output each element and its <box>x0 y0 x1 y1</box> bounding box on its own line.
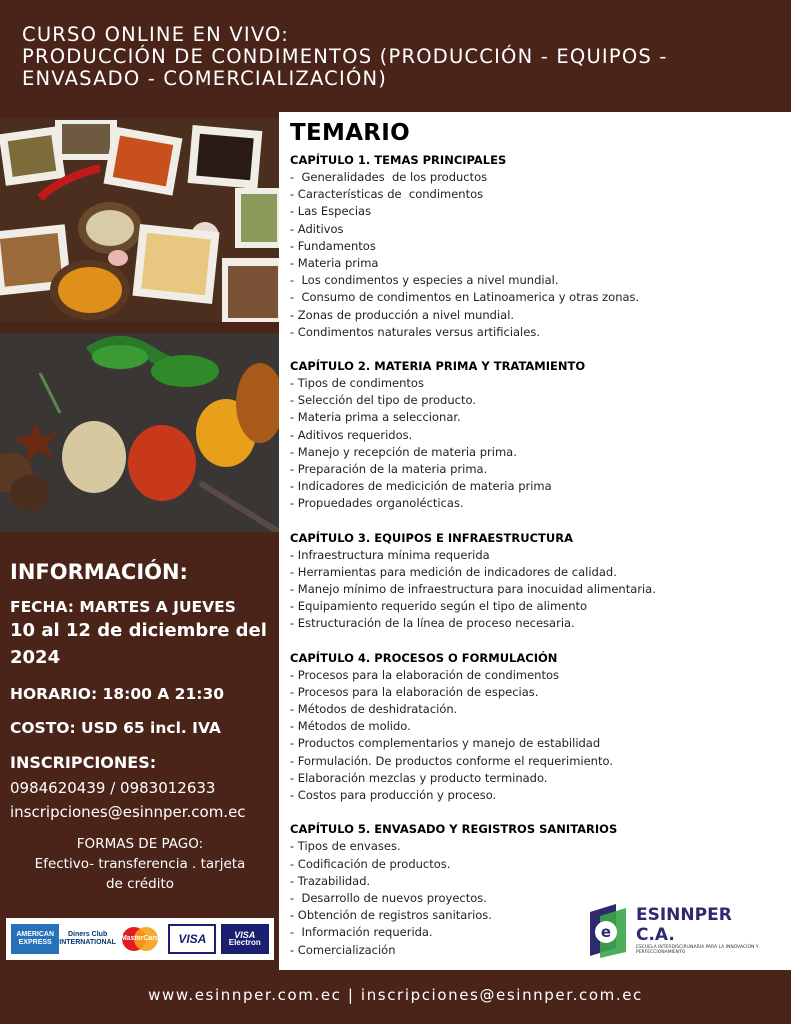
chapter-1 <box>290 152 791 341</box>
info-panel <box>0 540 279 970</box>
chapter-title: CAPÍTULO 2. MATERIA PRIMA Y TRATAMIENTO <box>290 359 586 374</box>
chapter-item: - Materia prima <box>290 256 379 271</box>
diners-card-icon: Diners Club INTERNATIONAL <box>64 924 112 954</box>
payment-methods <box>10 834 270 894</box>
e-letter-logo-icon <box>586 902 630 958</box>
inscripciones-title: INSCRIPCIONES: <box>10 753 157 772</box>
chapter-title: CAPÍTULO 4. PROCESOS O FORMULACIÓN <box>290 650 558 665</box>
chapter-item: - Productos complementarios y manejo de estabilidad <box>290 736 601 751</box>
chapter-item: - Propuedades organolécticas. <box>290 496 464 511</box>
fecha-line-1: 10 al 12 de diciembre del <box>10 620 267 641</box>
horario: HORARIO: 18:00 A 21:30 <box>10 685 225 703</box>
phone-numbers: 0984620439 / 0983012633 <box>10 779 216 797</box>
chapter-item: - Trazabilidad. <box>290 873 371 888</box>
header-line-3: ENVASADO - COMERCIALIZACIÓN) <box>22 67 388 90</box>
email-link[interactable]: inscripciones@esinnper.com.ec <box>10 803 246 821</box>
chapter-item: - Codificación de productos. <box>290 856 451 871</box>
chapter-item: - Los condimentos y especies a nivel mundial. <box>290 273 559 288</box>
chapter-item: - Comercialización <box>290 942 396 957</box>
footer-contact[interactable]: www.esinnper.com.ec | inscripciones@esinnper.com.ec <box>148 986 643 1004</box>
chapter-item: - Procesos para la elaboración de condimentos <box>290 667 559 682</box>
fecha-value <box>10 617 279 671</box>
chapter-item: - Tipos de envases. <box>290 839 401 854</box>
costo: COSTO: USD 65 incl. IVA <box>10 719 221 737</box>
chapter-item: - Selección del tipo de producto. <box>290 393 476 408</box>
payment-cards <box>6 918 274 960</box>
pago-line-2: de crédito <box>105 876 175 892</box>
chapter-item: - Obtención de registros sanitarios. <box>290 908 492 923</box>
chapter-2 <box>290 358 791 513</box>
temario-panel <box>279 112 791 970</box>
logo-subtitle: ESCUELA INTERDISCIPLINARIA PARA LA INNOVACIÓN Y PERFECCIONAMIENTO <box>636 944 759 955</box>
chapter-title: CAPÍTULO 1. TEMAS PRINCIPALES <box>290 153 507 167</box>
chapter-item: - Manejo y recepción de materia prima. <box>290 444 517 459</box>
chapter-item: - Información requerida. <box>290 925 433 940</box>
logo-brand: ESINNPER C.A. <box>636 904 732 945</box>
chapter-item: - Costos para producción y proceso. <box>290 788 497 803</box>
chapter-item: - Estructuración de la línea de proceso necesaria. <box>290 616 575 631</box>
chapter-item: - Desarrollo de nuevos proyectos. <box>290 890 487 905</box>
chapter-item: - Indicadores de medicición de materia prima <box>290 479 552 494</box>
chapter-item: - Preparación de la materia prima. <box>290 462 488 477</box>
course-header <box>0 0 791 112</box>
chapters-list <box>290 152 791 959</box>
chapter-item: - Tipos de condimentos <box>290 376 424 391</box>
chapter-item: - Equipamiento requerido según el tipo de alimento <box>290 599 588 614</box>
spices-bowls-photo <box>0 118 279 322</box>
header-line-1: CURSO ONLINE EN VIVO: <box>22 23 289 46</box>
chapter-item: - Herramientas para medición de indicadores de calidad. <box>290 564 617 579</box>
header-line-2: PRODUCCIÓN DE CONDIMENTOS (PRODUCCIÓN - EQUIPOS - <box>22 45 668 68</box>
chapter-4 <box>290 650 791 805</box>
chapter-item: - Elaboración mezclas y producto terminado. <box>290 770 548 785</box>
pago-title: FORMAS DE PAGO: <box>76 836 204 852</box>
chapter-item: - Aditivos requeridos. <box>290 427 413 442</box>
chapter-item: - Condimentos naturales versus artificiales. <box>290 324 540 339</box>
chapter-item: - Zonas de producción a nivel mundial. <box>290 307 515 322</box>
chapter-item: - Consumo de condimentos en Latinoamerica y otras zonas. <box>290 290 640 305</box>
chapter-title: CAPÍTULO 5. ENVASADO Y REGISTROS SANITARIOS <box>290 822 618 837</box>
amex-card-icon: AMERICAN EXPRESS <box>11 924 59 954</box>
chapter-item: - Procesos para la elaboración de especias. <box>290 684 539 699</box>
mastercard-icon <box>116 924 164 954</box>
chapter-item: - Métodos de deshidratación. <box>290 702 458 717</box>
temario-title: TEMARIO <box>290 120 411 146</box>
chapter-item: - Las Especias <box>290 204 372 219</box>
mastercard-label: MasterCard <box>120 935 160 942</box>
chapter-item: - Formulación. De productos conforme el requerimiento. <box>290 753 613 768</box>
fecha-line-2: 2024 <box>10 647 61 668</box>
chapter-item: - Fundamentos <box>290 238 376 253</box>
chapter-item: - Materia prima a seleccionar. <box>290 410 461 425</box>
visa-electron-card-icon <box>221 924 269 954</box>
visa-electron-top: VISA <box>234 930 256 940</box>
spices-spoons-photo <box>0 333 279 532</box>
info-title: INFORMACIÓN: <box>10 560 188 584</box>
chapter-item: - Manejo mínimo de infraestructura para inocuidad alimentaria. <box>290 582 656 597</box>
chapter-item: - Aditivos <box>290 221 344 236</box>
chapter-item: - Métodos de molido. <box>290 719 411 734</box>
chapter-item: - Infraestructura mínima requerida <box>290 547 490 562</box>
chapter-3 <box>290 530 791 633</box>
esinnper-logo <box>586 900 776 960</box>
visa-card-icon: VISA <box>168 924 216 954</box>
footer <box>0 970 791 1024</box>
pago-line-1: Efectivo- transferencia . tarjeta <box>34 856 246 872</box>
svg-text:e: e <box>600 923 612 941</box>
visa-electron-bottom: Electron <box>228 938 261 947</box>
chapter-item: - Características de condimentos <box>290 187 484 202</box>
chapter-item: - Generalidades de los productos <box>290 170 488 184</box>
chapter-title: CAPÍTULO 3. EQUIPOS E INFRAESTRUCTURA <box>290 530 573 545</box>
fecha-label: FECHA: MARTES A JUEVES <box>10 598 236 616</box>
